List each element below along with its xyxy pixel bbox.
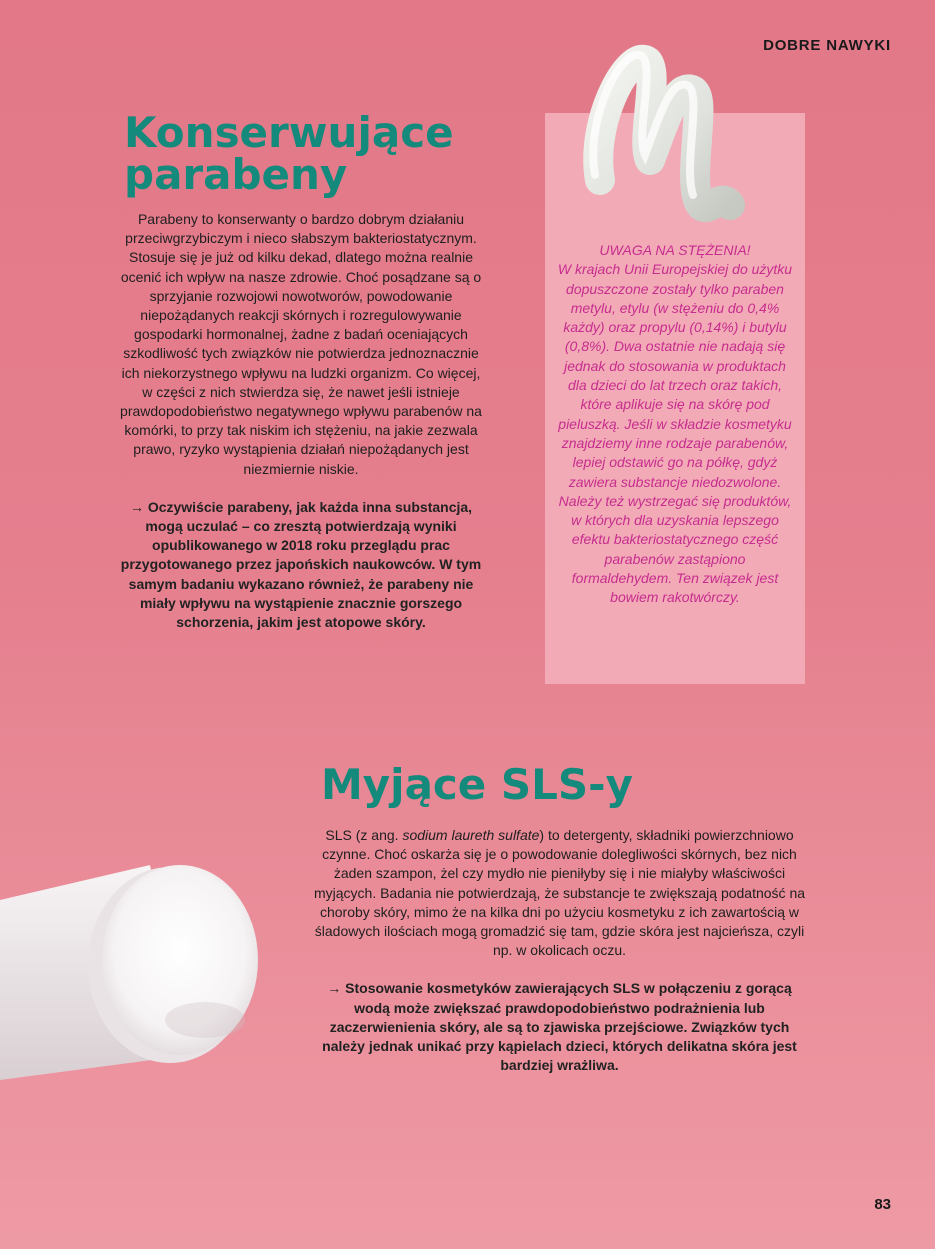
cream-swirl-image (570, 30, 750, 240)
white-bottle-image (0, 840, 290, 1110)
callout-heading: UWAGA NA STĘŻENIA! (599, 242, 751, 258)
section2-paragraph (312, 826, 807, 960)
section-label: DOBRE NAWYKI (763, 37, 891, 54)
section2-lead: SLS (z ang. (325, 827, 403, 843)
section1-paragraph: Parabeny to konserwanty o bardzo dobrym działaniu przeciwgrzybiczym i nieco słabszym bakteriostatycznym. Stosuje się je już od kilku dekad, dlatego można realnie ocenić ich wpływ na nasze zdrowie. Choć posądzane są o sprzyjanie rozwojowi nowotworów, powodowanie niepożądanych reakcji skórnych i rozregulowywanie gospodarki hormonalnej, żadne z badań oceniających szkodliwość tych związków nie potwierdza jednoznacznie ich niekorzystnego wpływu na ludzki organizm. Co więcej, w części z nich stwierdza się, że nawet jeśli istnieje prawdopodobieństwo negatywnego wpływu parabenów na komórki, to przy tak niskim ich stężeniu, na jakie zezwala prawo, ryzyko wystąpienia działań niepożądanych jest niezmiernie niskie. (120, 211, 482, 477)
section2-body (312, 826, 807, 1075)
section1-body (120, 210, 482, 632)
section1-title: Konserwujące parabeny (124, 108, 454, 199)
section2-term: sodium laureth sulfate (402, 827, 540, 843)
section2-note: → Stosowanie kosmetyków zawierających SLS w połączeniu z gorącą wodą może zwiększać prawdopodobieństwo podrażnienia lub zaczerwienienia skóry, ale są to zjawiska przejściowe. Związków tych należy jednak unikać przy kąpielach dzieci, których delikatna skóra jest bardziej wrażliwa. (322, 980, 797, 1074)
page-number: 83 (874, 1196, 891, 1213)
section2-title: Myjące SLS-y (321, 760, 633, 809)
section2-rest: ) to detergenty, składniki powierzchniowo czynne. Choć oskarża się je o powodowanie dolegliwości skórnych, bez nich żaden szampon, żel czy mydło nie pieniłyby się i nie miałyby właściwości myjących. Badania nie potwierdzają, że substancje te zwiększają podatność na choroby skóry, mimo że na kilka dni po użyciu kosmetyku z ich zawartością w śladowych ilościach mogą gromadzić się tam, gdzie skóra jest najcieńsza, czyli np. w okolicach oczu. (313, 827, 806, 959)
section1-note: → Oczywiście parabeny, jak każda inna substancja, mogą uczulać – co zresztą potwierdzają wyniki opublikowanego w 2018 roku przeglądu prac przygotowanego przez japońskich naukowców. W tym samym badaniu wykazano również, że parabeny nie miały wpływu na wystąpienie znacznie gorszego schorzenia, jakim jest atopowe skóry. (120, 498, 482, 631)
callout-text (555, 241, 795, 608)
callout-body: W krajach Unii Europejskiej do użytku dopuszczone zostały tylko paraben metylu, etylu (w stężeniu do 0,4% każdy) oraz propylu (0,14%) i butylu (0,8%). Dwa ostatnie nie nadają się jednak do stosowania w produktach dla dzieci do lat trzech oraz takich, które aplikuje się na skórę pod pieluszką. Jeśli w składzie kosmetyku znajdziemy inne rodzaje parabenów, lepiej odstawić go na półkę, gdyż zawiera substancje niedozwolone. Należy też wystrzegać się produktów, w których dla uzyskania lepszego efektu bakteriostatycznego część parabenów zastąpiono formaldehydem. Ten związek jest bowiem rakotwórczy. (557, 261, 793, 606)
